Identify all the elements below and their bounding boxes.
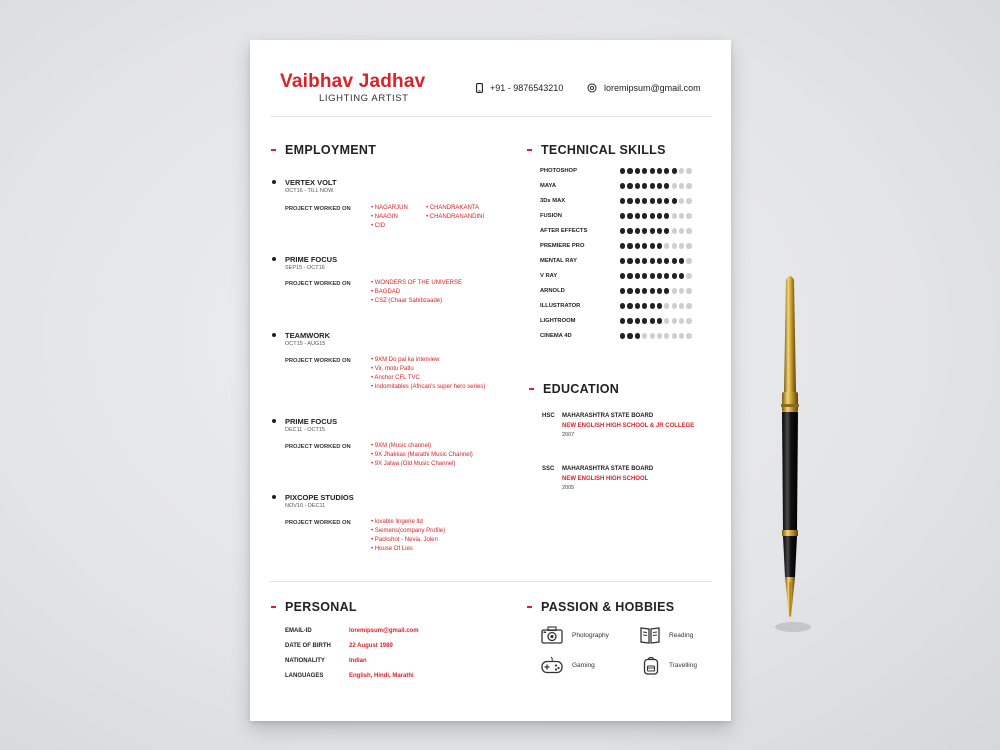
skill-row xyxy=(540,333,692,339)
skill-dot-filled xyxy=(635,183,640,188)
education-title-text: EDUCATION xyxy=(543,382,620,396)
skill-dot-filled xyxy=(657,303,662,308)
skill-dot-empty xyxy=(664,303,669,308)
job-company: PRIME FOCUS xyxy=(285,255,338,264)
skill-row xyxy=(540,258,692,264)
book-icon xyxy=(640,626,660,644)
skill-dot-empty xyxy=(679,288,684,293)
job-company: PIXCOPE STUDIOS xyxy=(285,493,354,502)
skill-dot-filled xyxy=(664,288,669,293)
gamepad-icon xyxy=(541,656,563,674)
skill-dot-empty xyxy=(679,198,684,203)
skill-dot-filled xyxy=(650,303,655,308)
personal-title xyxy=(271,600,357,614)
skills-list xyxy=(540,168,710,348)
skill-dot-empty xyxy=(664,243,669,248)
skill-dot-filled xyxy=(650,168,655,173)
skill-rating xyxy=(620,288,692,293)
project-item: • lovable lingerie ltd xyxy=(371,519,423,525)
skill-dot-filled xyxy=(627,258,632,263)
skill-dot-filled xyxy=(642,168,647,173)
skill-dot-filled xyxy=(642,303,647,308)
skill-dot-filled xyxy=(627,243,632,248)
skill-dot-filled xyxy=(620,303,625,308)
title-dash xyxy=(529,388,534,390)
project-item: • WONDERS OF THE UNIVERSE xyxy=(371,280,462,286)
personal-row xyxy=(285,658,367,664)
skill-rating xyxy=(620,318,692,323)
timeline-dot xyxy=(272,419,276,423)
project-item: • 9XM Do pal ka interview xyxy=(371,357,440,363)
skill-rating xyxy=(620,213,692,218)
skill-dot-empty xyxy=(686,303,691,308)
skills-title-text: TECHNICAL SKILLS xyxy=(541,143,666,157)
skill-dot-filled xyxy=(627,198,632,203)
skill-dot-empty xyxy=(664,333,669,338)
skill-dot-filled xyxy=(650,198,655,203)
personal-label: DATE OF BIRTH xyxy=(285,643,331,649)
skill-dot-empty xyxy=(686,333,691,338)
skill-row xyxy=(540,243,692,249)
project-item: • CID xyxy=(371,223,386,229)
hobby-label: Photography xyxy=(572,631,609,639)
skill-dot-filled xyxy=(672,258,677,263)
skill-dot-filled xyxy=(650,288,655,293)
skill-dot-filled xyxy=(664,198,669,203)
skill-dot-filled xyxy=(642,183,647,188)
skill-name: 3Ds MAX xyxy=(540,198,566,204)
skill-dot-filled xyxy=(657,228,662,233)
skill-dot-filled xyxy=(635,288,640,293)
skill-dot-filled xyxy=(664,273,669,278)
skill-name: AFTER EFFECTS xyxy=(540,228,588,234)
skill-row xyxy=(540,228,692,234)
skill-dot-empty xyxy=(672,318,677,323)
skill-dot-filled xyxy=(627,168,632,173)
title-dash xyxy=(527,606,532,608)
job-dates: DEC11 - OCT15 xyxy=(285,427,325,433)
skill-row xyxy=(540,288,692,294)
skill-rating xyxy=(620,228,692,233)
skill-row xyxy=(540,183,692,189)
project-item: • NAAGIN xyxy=(371,214,398,220)
project-item: • House Of Lies xyxy=(371,546,413,552)
hobby-label: Reading xyxy=(669,631,694,639)
camera-icon xyxy=(541,626,563,644)
skill-dot-empty xyxy=(672,213,677,218)
project-item: • CSZ (Chaar Sahibzaade) xyxy=(371,298,443,304)
skill-rating xyxy=(620,258,692,263)
job-dates: OCT16 - TILL NOW xyxy=(285,188,334,194)
skill-rating xyxy=(620,168,692,173)
skill-dot-empty xyxy=(686,213,691,218)
skill-dot-empty xyxy=(672,288,677,293)
edu-board: MAHARASHTRA STATE BOARD xyxy=(562,413,654,419)
job-dates: NOV10 - DEC11 xyxy=(285,503,326,509)
skill-dot-filled xyxy=(657,183,662,188)
skill-dot-filled xyxy=(650,273,655,278)
project-item: • 9XM (Music channel) xyxy=(371,443,432,449)
skill-row xyxy=(540,303,692,309)
skill-name: CINEMA 4D xyxy=(540,333,572,339)
job-projects-label: PROJECT WORKED ON xyxy=(285,358,351,364)
skill-dot-filled xyxy=(635,228,640,233)
skill-dot-empty xyxy=(664,318,669,323)
header-divider xyxy=(270,116,712,117)
timeline-dot xyxy=(272,257,276,261)
skill-dot-empty xyxy=(679,318,684,323)
skill-dot-empty xyxy=(672,228,677,233)
skill-dot-filled xyxy=(650,243,655,248)
hobby-item xyxy=(541,626,609,644)
edu-level: HSC xyxy=(542,413,555,419)
skill-dot-empty xyxy=(686,318,691,323)
backpack-icon xyxy=(642,656,660,675)
skill-dot-filled xyxy=(642,318,647,323)
skill-dot-filled xyxy=(650,318,655,323)
skill-dot-filled xyxy=(657,288,662,293)
skill-dot-filled xyxy=(642,198,647,203)
skill-dot-empty xyxy=(686,228,691,233)
skill-dot-empty xyxy=(686,243,691,248)
skill-dot-filled xyxy=(657,198,662,203)
job-projects-label: PROJECT WORKED ON xyxy=(285,520,351,526)
skill-dot-filled xyxy=(635,273,640,278)
project-item: • Indomitables (African's super hero series) xyxy=(371,384,486,390)
skill-dot-filled xyxy=(657,273,662,278)
skill-row xyxy=(540,318,692,324)
timeline-dot xyxy=(272,495,276,499)
skill-dot-filled xyxy=(664,183,669,188)
personal-title-text: PERSONAL xyxy=(285,600,357,614)
skill-row xyxy=(540,198,692,204)
hobby-item xyxy=(541,656,595,674)
job-projects xyxy=(371,204,408,231)
project-item: • CHANDRANANDINI xyxy=(426,214,485,220)
skill-rating xyxy=(620,198,692,203)
skill-name: ARNOLD xyxy=(540,288,565,294)
skill-dot-filled xyxy=(635,198,640,203)
skill-dot-empty xyxy=(679,213,684,218)
job-projects-label: PROJECT WORKED ON xyxy=(285,444,351,450)
skill-dot-empty xyxy=(657,333,662,338)
skill-dot-filled xyxy=(672,168,677,173)
skill-dot-empty xyxy=(642,333,647,338)
skill-dot-empty xyxy=(686,273,691,278)
skill-dot-empty xyxy=(679,243,684,248)
skill-dot-filled xyxy=(627,273,632,278)
skill-rating xyxy=(620,273,692,278)
employment-title xyxy=(271,143,376,157)
job-projects xyxy=(426,204,484,222)
title-dash xyxy=(271,606,276,608)
hobby-item xyxy=(640,626,693,644)
hobby-label: Travelling xyxy=(669,662,697,669)
skill-dot-filled xyxy=(642,273,647,278)
skills-title xyxy=(527,143,666,157)
skill-dot-filled xyxy=(642,288,647,293)
skill-dot-empty xyxy=(650,333,655,338)
personal-value: English, Hindi, Marathi xyxy=(349,673,414,679)
education-title xyxy=(529,382,619,396)
skill-dot-filled xyxy=(650,258,655,263)
personal-value: 22 August 1989 xyxy=(349,643,393,649)
job-projects xyxy=(371,279,462,306)
timeline-dot xyxy=(272,180,276,184)
skill-dot-filled xyxy=(620,258,625,263)
footer-divider xyxy=(270,581,712,582)
skill-dot-filled xyxy=(635,258,640,263)
skill-dot-filled xyxy=(642,213,647,218)
skill-dot-filled xyxy=(642,228,647,233)
edu-year: 2005 xyxy=(562,485,575,491)
skill-row xyxy=(540,168,692,174)
personal-row xyxy=(285,643,393,649)
skill-dot-filled xyxy=(650,228,655,233)
skill-dot-empty xyxy=(672,303,677,308)
fountain-pen-image xyxy=(760,272,820,642)
email-text: loremipsum@gmail.com xyxy=(604,83,701,93)
skill-dot-filled xyxy=(627,213,632,218)
skill-row xyxy=(540,213,692,219)
skill-dot-filled xyxy=(642,243,647,248)
skill-name: PREMIERE PRO xyxy=(540,243,585,249)
hobby-item xyxy=(642,656,697,675)
skill-dot-filled xyxy=(620,243,625,248)
personal-label: LANGUAGES xyxy=(285,673,324,679)
skill-dot-filled xyxy=(635,318,640,323)
skill-dot-empty xyxy=(672,333,677,338)
skill-dot-empty xyxy=(686,258,691,263)
skill-name: MENTAL RAY xyxy=(540,258,577,264)
job-projects xyxy=(371,356,485,392)
project-item: • Anchor CFL TVC xyxy=(371,375,420,381)
personal-value: loremipsum@gmail.com xyxy=(349,628,419,634)
edu-board: MAHARASHTRA STATE BOARD xyxy=(562,466,654,472)
skill-dot-filled xyxy=(635,333,640,338)
resume-role: LIGHTING ARTIST xyxy=(319,93,409,104)
project-item: • BAGDAD xyxy=(371,289,401,295)
skill-dot-empty xyxy=(686,288,691,293)
personal-row xyxy=(285,673,414,679)
skill-name: ILLUSTRATOR xyxy=(540,303,581,309)
skill-dot-filled xyxy=(620,228,625,233)
skill-dot-filled xyxy=(627,288,632,293)
skill-dot-filled xyxy=(627,228,632,233)
title-dash xyxy=(271,149,276,151)
hobbies-title-text: PASSION & HOBBIES xyxy=(541,600,675,614)
project-item: • NAGARJUN xyxy=(371,205,408,211)
skill-dot-filled xyxy=(620,168,625,173)
skill-dot-empty xyxy=(679,303,684,308)
email-contact xyxy=(587,83,701,93)
skill-dot-filled xyxy=(627,318,632,323)
skill-dot-filled xyxy=(635,303,640,308)
skill-dot-filled xyxy=(620,183,625,188)
edu-level: SSC xyxy=(542,466,555,472)
edu-school: NEW ENGLISH HIGH SCHOOL & JR COLLEGE xyxy=(562,423,695,429)
job-company: VERTEX VOLT xyxy=(285,178,337,187)
project-item: • Siemens(company Profile) xyxy=(371,528,446,534)
employment-title-text: EMPLOYMENT xyxy=(285,143,377,157)
job-projects-label: PROJECT WORKED ON xyxy=(285,281,351,287)
job-dates: OCT15 - AUG15 xyxy=(285,341,326,347)
project-item: • 9X Jhakkas (Marathi Music Channel) xyxy=(371,452,473,458)
skill-name: V RAY xyxy=(540,273,558,279)
skill-dot-empty xyxy=(679,228,684,233)
skill-dot-empty xyxy=(686,168,691,173)
skill-dot-empty xyxy=(679,183,684,188)
skill-dot-empty xyxy=(672,183,677,188)
skill-dot-filled xyxy=(620,213,625,218)
skill-name: MAYA xyxy=(540,183,557,189)
skill-dot-filled xyxy=(664,213,669,218)
email-icon xyxy=(587,83,597,93)
edu-school: NEW ENGLISH HIGH SCHOOL xyxy=(562,476,649,482)
skill-dot-filled xyxy=(620,288,625,293)
skill-dot-filled xyxy=(620,333,625,338)
job-projects xyxy=(371,518,445,554)
resume-name: Vaibhav Jadhav xyxy=(280,71,426,92)
phone-text: +91 - 9876543210 xyxy=(490,83,564,93)
job-projects-label: PROJECT WORKED ON xyxy=(285,206,351,212)
personal-row xyxy=(285,628,419,634)
skill-dot-filled xyxy=(650,183,655,188)
skill-dot-filled xyxy=(679,273,684,278)
project-item: • Vir, motu Patlu xyxy=(371,366,414,372)
project-item: • 9X Jalwa (Old Music Channel) xyxy=(371,461,456,467)
skill-dot-filled xyxy=(620,318,625,323)
skill-dot-filled xyxy=(657,243,662,248)
skill-dot-filled xyxy=(657,318,662,323)
job-company: PRIME FOCUS xyxy=(285,417,338,426)
skill-dot-filled xyxy=(627,333,632,338)
job-company: TEAMWORK xyxy=(285,331,330,340)
project-item: • Packshot - Nevia, Jolen xyxy=(371,537,438,543)
skill-dot-filled xyxy=(627,183,632,188)
skill-dot-filled xyxy=(642,258,647,263)
hobby-label: Gaming xyxy=(572,661,595,669)
personal-value: Indian xyxy=(349,658,367,664)
skill-dot-filled xyxy=(679,258,684,263)
job-dates: SEP15 - OCT16 xyxy=(285,265,325,271)
skill-dot-empty xyxy=(679,168,684,173)
skill-dot-filled xyxy=(664,168,669,173)
skill-name: FUSION xyxy=(540,213,562,219)
skill-dot-filled xyxy=(664,228,669,233)
personal-label: NATIONALITY xyxy=(285,658,325,664)
edu-year: 2007 xyxy=(562,432,575,438)
skill-dot-filled xyxy=(620,198,625,203)
phone-icon xyxy=(476,83,483,93)
skill-name: LIGHTROOM xyxy=(540,318,576,324)
skill-dot-filled xyxy=(657,213,662,218)
skill-dot-filled xyxy=(620,273,625,278)
skill-dot-filled xyxy=(635,168,640,173)
skill-dot-filled xyxy=(635,243,640,248)
skill-rating xyxy=(620,333,692,338)
phone-contact xyxy=(476,83,563,93)
skill-dot-empty xyxy=(686,198,691,203)
skill-dot-filled xyxy=(657,258,662,263)
skill-dot-empty xyxy=(672,243,677,248)
skill-dot-filled xyxy=(635,213,640,218)
skill-dot-filled xyxy=(672,198,677,203)
skill-rating xyxy=(620,183,692,188)
skill-rating xyxy=(620,303,692,308)
timeline-dot xyxy=(272,333,276,337)
resume-paper xyxy=(250,40,731,721)
skill-dot-filled xyxy=(657,168,662,173)
skill-dot-empty xyxy=(686,183,691,188)
skill-name: PHOTOSHOP xyxy=(540,168,577,174)
skill-dot-filled xyxy=(650,213,655,218)
job-projects xyxy=(371,442,473,469)
skill-dot-filled xyxy=(664,258,669,263)
skill-rating xyxy=(620,243,692,248)
skill-dot-filled xyxy=(672,273,677,278)
title-dash xyxy=(527,149,532,151)
hobbies-title xyxy=(527,600,674,614)
project-item: • CHANDRAKANTA xyxy=(426,205,479,211)
personal-label: EMAIL-ID xyxy=(285,628,312,634)
skill-dot-empty xyxy=(679,333,684,338)
skill-dot-filled xyxy=(627,303,632,308)
skill-row xyxy=(540,273,692,279)
